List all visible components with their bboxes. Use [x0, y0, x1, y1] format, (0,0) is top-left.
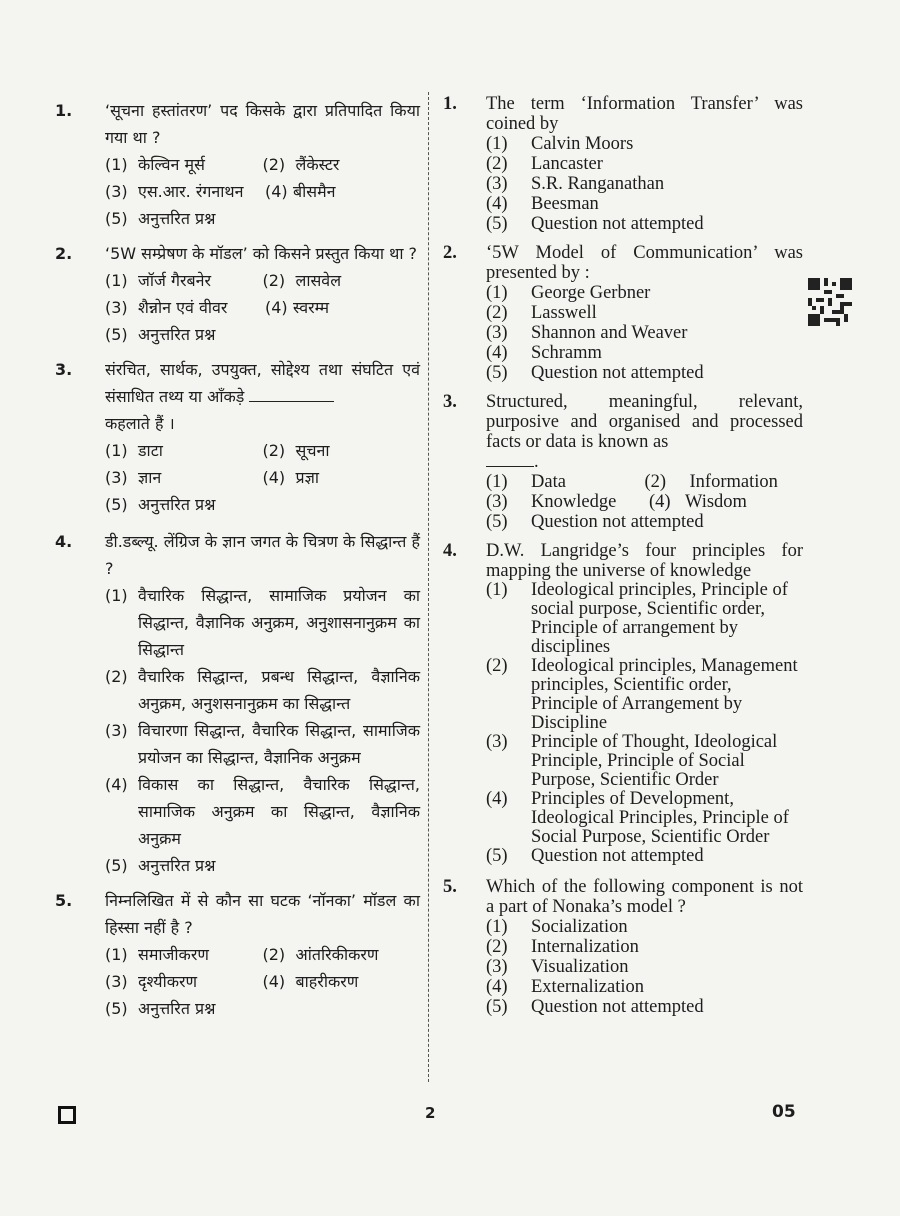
question-5-english: [443, 877, 803, 1017]
option: (5) अनुत्तरित प्रश्न: [105, 856, 216, 875]
option: (3) शैन्नोन एवं वीवर: [105, 298, 228, 317]
option: (2) Lasswell: [486, 303, 597, 323]
question-stem: Structured, meaningful, relevant, purposive and organised and processed facts or data is known as .: [486, 392, 803, 472]
option: (2) लैंकेस्टर: [262, 155, 340, 174]
option: (2) लासवेल: [262, 271, 342, 290]
qr-code-icon: [808, 278, 852, 326]
option: (1) केल्विन मूर्स: [105, 155, 205, 174]
english-column: [443, 90, 803, 1017]
question-number: 5.: [55, 891, 73, 910]
question-number: 4.: [443, 541, 457, 561]
question-4-english: [443, 541, 803, 866]
option: (3) Visualization: [486, 957, 629, 977]
question-number: 5.: [443, 877, 457, 897]
option: (3) ज्ञान: [105, 468, 162, 487]
booklet-code: 05: [772, 1102, 796, 1122]
question-number: 4.: [55, 532, 73, 551]
question-stem: डी.डब्ल्यू. लेंग्रिज के ज्ञान जगत के चित्रण के सिद्धान्त हैं ?: [105, 532, 420, 578]
answer-blank: [249, 387, 334, 402]
option: (4) Beesman: [486, 194, 599, 214]
option: (3) Principle of Thought, Ideological Principle, Principle of Social Purpose, Scientific Order: [486, 732, 778, 790]
question-2-hindi: [55, 240, 420, 348]
question-stem: The term ‘Information Transfer’ was coined by: [486, 94, 803, 134]
option: (3) Knowledge: [486, 492, 617, 512]
option: (4) Principles of Development, Ideological Principles, Principle of Social Purpose, Scientific Order: [486, 789, 789, 847]
question-stem: D.W. Langridge’s four principles for mapping the universe of knowledge: [486, 541, 803, 581]
option: (2) वैचारिक सिद्धान्त, प्रबन्ध सिद्धान्त, वैज्ञानिक अनुक्रम, अनुशसनानुक्रम का सिद्धान्त: [105, 667, 420, 713]
footer-square-mark: [58, 1106, 76, 1124]
option: (3) एस.आर. रंगनाथन: [105, 182, 244, 201]
option: (2) आंतरिकीकरण: [262, 945, 379, 964]
question-stem: संरचित, सार्थक, उपयुक्त, सोद्देश्य तथा संघटित एवं संसाधित तथ्य या आँकड़े कहलाते हैं ।: [105, 360, 420, 433]
option: (4) बाहरीकरण: [262, 972, 359, 991]
option: (4) Externalization: [486, 977, 645, 997]
option: (2) Ideological principles, Management principles, Scientific order, Principle of Arrangement by Discipline: [486, 656, 798, 733]
question-5-hindi: [55, 887, 420, 1022]
option: (4) प्रज्ञा: [262, 468, 320, 487]
hindi-column: [55, 90, 420, 1022]
option: (2) सूचना: [262, 441, 330, 460]
question-number: 1.: [443, 94, 457, 114]
option: (5) अनुत्तरित प्रश्न: [105, 495, 216, 514]
option: (2) Internalization: [486, 937, 639, 957]
option: (4) बीसमैन: [265, 182, 336, 201]
option: (5) अनुत्तरित प्रश्न: [105, 325, 216, 344]
question-stem: निम्नलिखित में से कौन सा घटक ‘नॉनका’ मॉडल का हिस्सा नहीं है ?: [105, 891, 420, 937]
question-4-hindi: [55, 528, 420, 879]
page-number: 2: [425, 1104, 436, 1122]
question-stem: Which of the following component is not a part of Nonaka’s model ?: [486, 877, 803, 917]
option: (1) Calvin Moors: [486, 134, 634, 154]
option: (4) Wisdom: [649, 492, 747, 512]
option: (1) डाटा: [105, 441, 163, 460]
option: (1) Data: [486, 472, 566, 492]
question-1-hindi: [55, 97, 420, 232]
option: (2) Lancaster: [486, 154, 603, 174]
option: (3) विचारणा सिद्धान्त, वैचारिक सिद्धान्त, सामाजिक प्रयोजन का सिद्धान्त, वैज्ञानिक अनुक्रम: [105, 721, 420, 767]
question-3-english: [443, 392, 803, 532]
option: (5) अनुत्तरित प्रश्न: [105, 999, 216, 1018]
option: (5) Question not attempted: [486, 512, 704, 532]
option: (3) Shannon and Weaver: [486, 323, 688, 343]
option: (1) जॉर्ज गैरबनेर: [105, 271, 212, 290]
option: (5) Question not attempted: [486, 846, 704, 866]
question-stem: ‘5W सम्प्रेषण के मॉडल’ को किसने प्रस्तुत किया था ?: [105, 244, 418, 263]
option: (4) विकास का सिद्धान्त, वैचारिक सिद्धान्त, सामाजिक अनुक्रम का सिद्धान्त, वैज्ञानिक अनुक्रम: [105, 775, 420, 848]
question-3-hindi: [55, 356, 420, 518]
option: (4) स्वरम्म: [265, 298, 330, 317]
option: (1) समाजीकरण: [105, 945, 209, 964]
option: (1) George Gerbner: [486, 283, 651, 303]
option: (1) Ideological principles, Principle of social purpose, Scientific order, Principle of arrangement by disciplines: [486, 580, 788, 657]
question-number: 3.: [55, 360, 73, 379]
option: (3) S.R. Ranganathan: [486, 174, 665, 194]
question-number: 2.: [443, 243, 457, 263]
option: (1) Socialization: [486, 917, 628, 937]
option: (5) Question not attempted: [486, 997, 704, 1017]
option: (4) Schramm: [486, 343, 602, 363]
question-2-english: [443, 243, 803, 383]
column-divider: [428, 92, 429, 1082]
answer-blank: [486, 452, 534, 467]
question-number: 1.: [55, 101, 73, 120]
option: (5) अनुत्तरित प्रश्न: [105, 209, 216, 228]
option: (5) Question not attempted: [486, 214, 704, 234]
question-stem: ‘5W Model of Communication’ was presented by :: [486, 243, 803, 283]
option: (1) वैचारिक सिद्धान्त, सामाजिक प्रयोजन का सिद्धान्त, वैज्ञानिक अनुक्रम, अनुशासनानुक्रम का सिद्धान्त: [105, 586, 420, 659]
option: (2) Information: [644, 472, 778, 492]
question-number: 3.: [443, 392, 457, 412]
question-1-english: [443, 94, 803, 234]
question-number: 2.: [55, 244, 73, 263]
question-stem: ‘सूचना हस्तांतरण’ पद किसके द्वारा प्रतिपादित किया गया था ?: [105, 101, 420, 147]
option: (3) दृश्यीकरण: [105, 972, 198, 991]
option: (5) Question not attempted: [486, 363, 704, 383]
